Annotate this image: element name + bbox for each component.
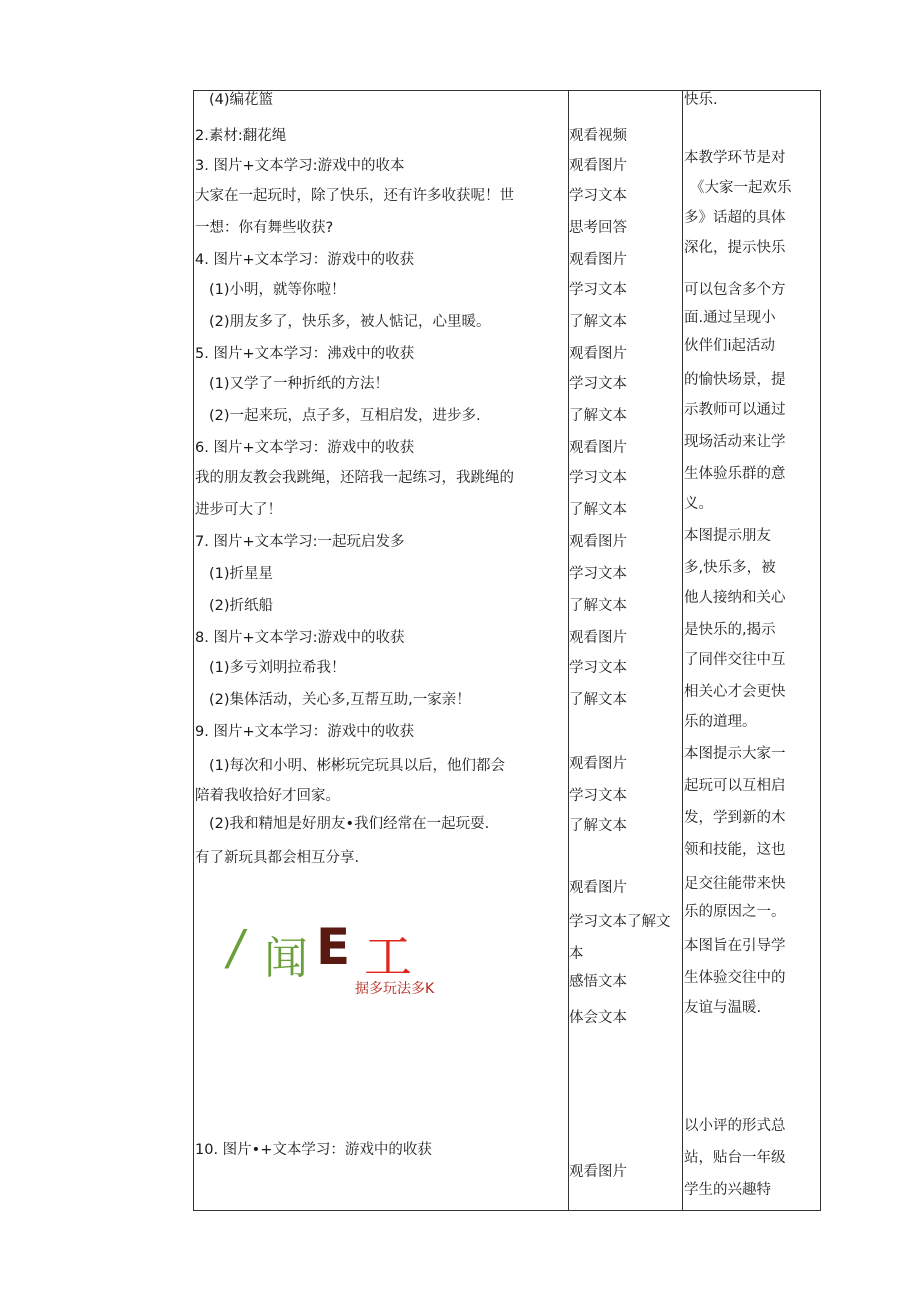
col1-line: (2)一起来玩，点子多，互相启发，进步多. <box>209 408 481 424</box>
col1-line: (1)小明，就等你啦！ <box>209 282 346 298</box>
col1-line: 9. 图片+文本学习：游戏中的收获 <box>195 724 415 740</box>
col3-line: 快乐. <box>684 92 718 108</box>
col2-line: 观看图片 <box>569 534 627 550</box>
col2-line: 学习文本 <box>569 376 627 392</box>
col1-line: 5. 图片+文本学习：沸戏中的收获 <box>195 346 415 362</box>
col3-line: 站，贴台一年级 <box>684 1150 786 1166</box>
col2-line: 学习文本 <box>569 660 627 676</box>
col2-line: 观看图片 <box>569 252 627 268</box>
col1-line: (2)折纸船 <box>209 598 274 614</box>
col3-line: 深化，提示快乐 <box>684 240 786 256</box>
col2-line: 了解文本 <box>569 818 627 834</box>
logo-caption: 据多玩法多K <box>355 981 435 997</box>
col1-line: 进步可大了！ <box>195 502 282 518</box>
col3-line: 本图旨在引导学 <box>684 938 786 954</box>
col3-line: 乐的道理。 <box>684 714 757 730</box>
col3-line: 生体验交往中的 <box>684 970 786 986</box>
col1-line: 有了新玩具都会相互分享. <box>195 850 360 866</box>
col3-line: 是快乐的,揭示 <box>684 622 776 638</box>
col1-line: 陪着我收拾好才回家。 <box>195 788 340 804</box>
col1-line: (1)多亏刘明拉希我！ <box>209 660 346 676</box>
col1-line: (1)每次和小明、彬彬玩完玩具以后，他们都会 <box>209 758 506 774</box>
col3-line: 乐的原因之一。 <box>684 904 786 920</box>
col3-line: 了同伴交往中互 <box>684 652 786 668</box>
col2-line: 思考回答 <box>569 220 627 236</box>
col2-line: 观看图片 <box>569 158 627 174</box>
col3-line: 起玩可以互相启 <box>684 778 786 794</box>
col3-line: 本教学环节是对 <box>684 150 786 166</box>
col1-line: (2)集体活动，关心多,互帮互助,一家亲！ <box>209 692 471 708</box>
col1-line: 8. 图片+文本学习:游戏中的收获 <box>195 630 405 646</box>
logo-wen: 闻 <box>264 933 308 984</box>
col1-line: (2)朋友多了，快乐多，被人惦记，心里暖。 <box>209 314 491 330</box>
col2-line: 了解文本 <box>569 408 627 424</box>
col1-line: 2.素材:翻花绳 <box>195 128 287 144</box>
col2-line: 体会文本 <box>569 1010 627 1026</box>
col2-line: 观看图片 <box>569 630 627 646</box>
col3-line: 多》话超的具体 <box>684 210 786 226</box>
col1-line: 6. 图片+文本学习：游戏中的收获 <box>195 440 415 456</box>
col2-line: 观看视频 <box>569 128 627 144</box>
col1-line: 10. 图片•+文本学习：游戏中的收获 <box>195 1142 432 1158</box>
col3-line: 以小评的形式总 <box>684 1118 786 1134</box>
col1-line: 我的朋友教会我跳绳，还陪我一起练习，我跳绳的 <box>195 470 514 486</box>
col2-line: 学习文本 <box>569 788 627 804</box>
col2-line: 学习文本 <box>569 282 627 298</box>
col3-line: 发，学到新的木 <box>684 810 786 826</box>
col3-line: 《大家一起欢乐 <box>690 180 792 196</box>
col2-line: 观看图片 <box>569 1164 627 1180</box>
logo-gong: 工 <box>364 929 413 985</box>
col1-line: 一想：你有舞些收获? <box>195 220 334 236</box>
col1-line: (1)折星星 <box>209 566 274 582</box>
col3-line: 义。 <box>684 496 713 512</box>
logo-e: E <box>316 918 351 976</box>
col3-line: 面.通过呈现小 <box>684 310 776 326</box>
col2-line: 观看图片 <box>569 756 627 772</box>
col2-line: 观看图片 <box>569 880 627 896</box>
col2-line: 观看图片 <box>569 346 627 362</box>
col3-line: 生体验乐群的意 <box>684 466 786 482</box>
col3-line: 可以包含多个方 <box>684 282 786 298</box>
col3-line: 本图提示大家一 <box>684 746 786 762</box>
col3-line: 伙伴们i起活动 <box>684 338 776 354</box>
col1-line: (2)我和精旭是好朋友•我们经常在一起玩耍. <box>209 816 490 832</box>
col3-line: 学生的兴趣特 <box>684 1182 771 1198</box>
col3-line: 的愉快场景，提 <box>684 372 786 388</box>
col1-line: (4)编花篮 <box>209 92 274 108</box>
column-divider-2 <box>682 91 683 1210</box>
col2-line: 了解文本 <box>569 692 627 708</box>
col3-line: 友谊与温暖. <box>684 1000 762 1016</box>
col2-line: 了解文本 <box>569 598 627 614</box>
col3-line: 多,快乐多，被 <box>684 560 776 576</box>
col1-line: 3. 图片+文本学习:游戏中的收本 <box>195 158 405 174</box>
col3-line: 他人接纳和关心 <box>684 590 786 606</box>
col1-line: 大家在一起玩时，除了快乐，还有许多收获呢！世 <box>195 188 514 204</box>
col3-line: 现场活动来让学 <box>684 434 786 450</box>
col2-line: 感悟文本 <box>569 974 627 990</box>
col3-line: 相关心才会更快 <box>684 684 786 700</box>
col1-line: (1)又学了一种折纸的方法！ <box>209 376 390 392</box>
col3-line: 足交往能带来快 <box>684 876 786 892</box>
col2-line: 学习文本了解文 <box>569 914 671 930</box>
col2-line: 学习文本 <box>569 470 627 486</box>
col3-line: 本图提示朋友 <box>684 528 771 544</box>
col3-line: 领和技能，这也 <box>684 842 786 858</box>
col2-line: 了解文本 <box>569 502 627 518</box>
col3-line: 示教师可以通过 <box>684 402 786 418</box>
col2-line: 观看图片 <box>569 440 627 456</box>
col2-line: 了解文本 <box>569 314 627 330</box>
col2-line: 本 <box>569 946 584 962</box>
logo-slash: / <box>223 920 250 976</box>
col1-line: 7. 图片+文本学习:一起玩启发多 <box>195 534 405 550</box>
col2-line: 学习文本 <box>569 188 627 204</box>
col2-line: 学习文本 <box>569 566 627 582</box>
col1-line: 4. 图片+文本学习：游戏中的收获 <box>195 252 415 268</box>
